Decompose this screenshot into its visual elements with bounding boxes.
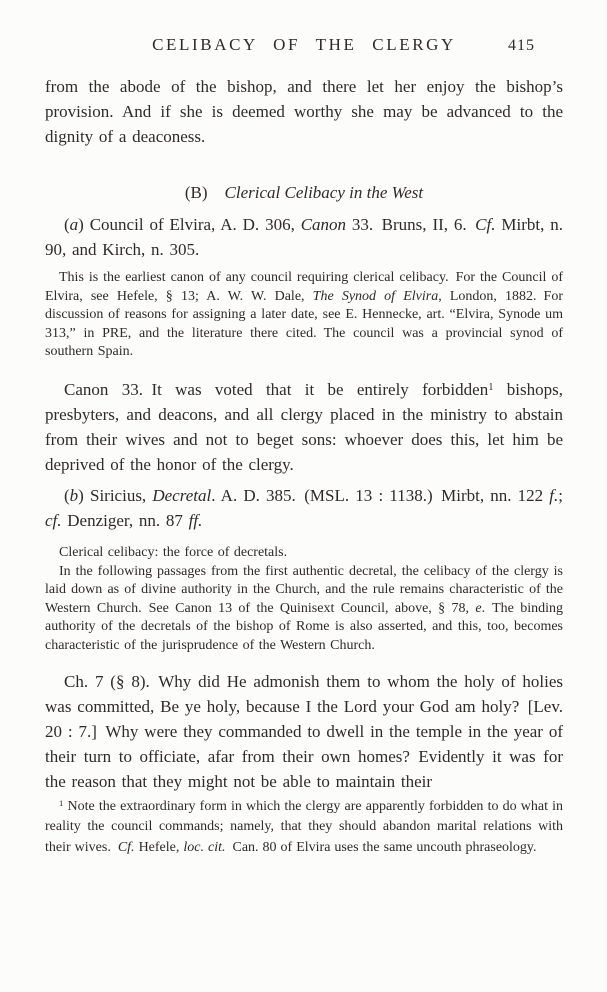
text-segment: bishops, presbyters, and deacons, and all clergy placed in the ministry to abstain from their wives and not to beget sons: whoever does this, let him be deprived of the honor of the clergy. xyxy=(45,379,563,474)
text-segment: ff. xyxy=(188,510,203,530)
text-segment: f. xyxy=(549,485,559,505)
paragraph-a-council-of-elvira xyxy=(45,212,563,262)
text-segment: This is the earliest canon of any council requiring clerical celibacy. For the Council of Elvira, see Hefele, § 13; A. W. W. Dale, xyxy=(45,270,563,304)
text-segment: Canon xyxy=(300,215,347,234)
text-segment: In the following passages from the first authentic decretal, the celibacy of the clergy is laid down as of divine authority in the Church, and the rule remains characteristic of the Western Church. See Canon 13 of the Quinisext Council, above, § 78, xyxy=(45,563,563,616)
running-header xyxy=(45,34,563,56)
editorial-note-elvira xyxy=(45,269,563,362)
paragraph-b-siricius xyxy=(45,483,563,533)
paragraph-continuation xyxy=(45,74,563,149)
text-segment: . A. D. 385. (MSL. 13 : 1138.) Mirbt, nn. 122 xyxy=(211,485,550,505)
editorial-note-decretals-body xyxy=(45,563,563,656)
text-segment: Note the extraordinary form in which the clergy are apparently forbidden to do what in reality the council commands; namely, that they should abandon marital relations with their wives. xyxy=(45,798,563,855)
text-segment: Cf. xyxy=(475,215,496,234)
text-segment: b xyxy=(69,485,79,505)
text-segment: Decretal xyxy=(152,485,212,505)
text-segment: ) Council of Elvira, A. D. 306, xyxy=(78,215,301,234)
editorial-note-decretals-lead xyxy=(45,544,563,563)
text-segment: Cf. xyxy=(117,839,135,855)
text-segment: 33. Bruns, II, 6. xyxy=(346,215,476,234)
text-segment: (B) xyxy=(184,183,225,202)
footnote-marker: 1 xyxy=(59,797,64,808)
text-segment: ( xyxy=(64,485,70,505)
text-segment: cf. xyxy=(45,510,62,530)
text-segment: , London, 1882. For discussion of reasons for assigning a later date, see E. Hennecke, art. “Elvira, Synode um 313,” in PRE, and the literature there cited. The council was a provincial synod of southern Spain. xyxy=(45,288,563,360)
text-segment: Ch. 7 (§ 8). Why did He admonish them to whom the holy of holies was committed, Be ye holy, because I the Lord your God am holy? [Lev. 20 : 7.] Why were they commanded to dwell in the temple in the year of their turn to officiate, afar from their own homes? Evidently it was for the reason that they might not be able to maintain their xyxy=(45,671,563,791)
text-segment: ; xyxy=(558,485,563,505)
text-segment: Clerical celibacy: the force of decretals. xyxy=(59,544,288,560)
text-segment: The Synod of Elvira xyxy=(312,288,439,304)
text-segment: Denziger, nn. 87 xyxy=(61,510,189,530)
text-segment: Canon 33. It was voted that it be entirely forbidden xyxy=(64,379,489,399)
footnote-marker: 1 xyxy=(488,382,494,394)
text-segment: Can. 80 of Elvira uses the same uncouth phraseology. xyxy=(225,839,537,855)
text-segment: Hefele, xyxy=(134,839,184,855)
page-number: 415 xyxy=(508,37,535,54)
text-segment: ( xyxy=(64,215,70,234)
text-segment: ) Siricius, xyxy=(78,485,153,505)
text-segment: e xyxy=(475,600,482,616)
section-b-heading xyxy=(45,180,563,205)
paragraph-canon-33 xyxy=(45,377,563,477)
text-segment: a xyxy=(69,215,79,234)
text-segment: . The binding authority of the decretals of the bishop of Rome is also asserted, and this, too, becomes characteristic of the jurisprudence of the Western Church. xyxy=(45,600,564,653)
paragraph-ch7 xyxy=(45,669,563,794)
text-segment: from the abode of the bishop, and there let her enjoy the bishop’s provision. And if she is deemed worthy she may be advanced to the dignity of a deaconess. xyxy=(45,77,563,146)
footnote-1 xyxy=(45,797,563,859)
text-segment: loc. cit. xyxy=(183,839,226,855)
text-segment: Mirbt, n. 90, and Kirch, n. 305. xyxy=(45,215,563,259)
text-segment: Clerical Celibacy in the West xyxy=(224,183,424,202)
page-title: CELIBACY OF THE CLERGY xyxy=(152,35,456,54)
